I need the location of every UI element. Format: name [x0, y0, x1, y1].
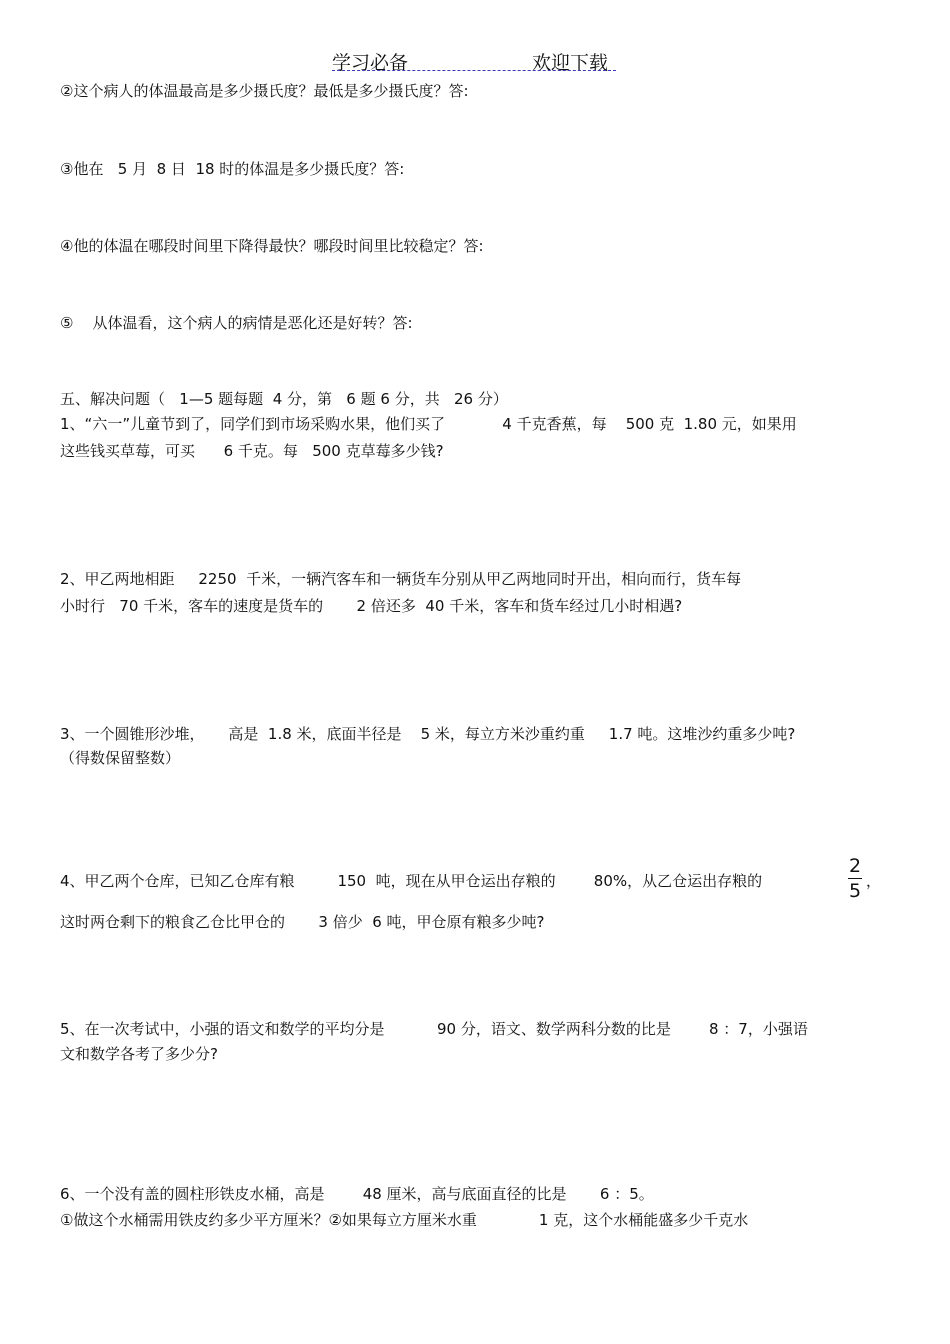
question-5: ⑤ 从体温看，这个病人的病情是恶化还是好转？答:	[60, 314, 413, 332]
fraction-numerator: 2	[848, 855, 862, 877]
problem-2-line-1: 2、甲乙两地相距 2250 千米，一辆汽客车和一辆货车分别从甲乙两地同时开出，相向而行，货车每	[60, 570, 742, 588]
fraction-bar	[848, 878, 862, 879]
problem-6-line-1: 6、一个没有盖的圆柱形铁皮水桶，高是 48 厘米，高与底面直径的比是 6 ：5。	[60, 1185, 654, 1203]
fraction-denominator: 5	[848, 880, 862, 902]
problem-1-line-2: 这些钱买草莓，可买 6 千克。每 500 克草莓多少钱?	[60, 442, 444, 460]
question-2: ②这个病人的体温最高是多少摄氏度？最低是多少摄氏度？答:	[60, 82, 469, 100]
problem-4-line-1: 4、甲乙两个仓库，已知乙仓库有粮 150 吨，现在从甲仓运出存粮的 80%，从乙仓运出存粮的	[60, 872, 763, 890]
problem-2-line-2: 小时行 70 千米，客车的速度是货车的 2 倍还多 40 千米，客车和货车经过几小时相遇?	[60, 597, 683, 615]
problem-6-line-2: ①做这个水桶需用铁皮约多少平方厘米？②如果每立方厘米水重 1 克，这个水桶能盛多少千克水	[60, 1211, 749, 1229]
header-left-text: 学习必备	[332, 52, 409, 74]
header-dashed-rule	[332, 70, 616, 71]
problem-3-line-1: 3、一个圆锥形沙堆， 高是 1.8 米，底面半径是 5 米，每立方米沙重约重 1.7 吨。这堆沙约重多少吨?	[60, 725, 796, 743]
section-title: 五、解决问题（ 1—5 题每题 4 分，第 6 题 6 分，共 26 分）	[60, 390, 508, 408]
problem-4-comma: ，	[866, 872, 882, 890]
problem-4-fraction	[845, 855, 865, 902]
question-3: ③他在 5 月 8 日 18 时的体温是多少摄氏度？答:	[60, 160, 405, 178]
problem-4-line-2: 这时两仓剩下的粮食乙仓比甲仓的 3 倍少 6 吨，甲仓原有粮多少吨?	[60, 913, 545, 931]
problem-5-line-2: 文和数学各考了多少分?	[60, 1045, 218, 1063]
problem-3-line-2: （得数保留整数）	[60, 749, 181, 767]
header-right-text: 欢迎下载	[532, 52, 609, 74]
question-4: ④他的体温在哪段时间里下降得最快？哪段时间里比较稳定？答:	[60, 237, 484, 255]
problem-1-line-1: 1、“六一”儿童节到了，同学们到市场采购水果，他们买了 4 千克香蕉，每 500 克 1.80 元，如果用	[60, 415, 797, 433]
problem-5-line-1: 5、在一次考试中，小强的语文和数学的平均分是 90 分，语文、数学两科分数的比是 8 ：7，小强语	[60, 1020, 808, 1038]
